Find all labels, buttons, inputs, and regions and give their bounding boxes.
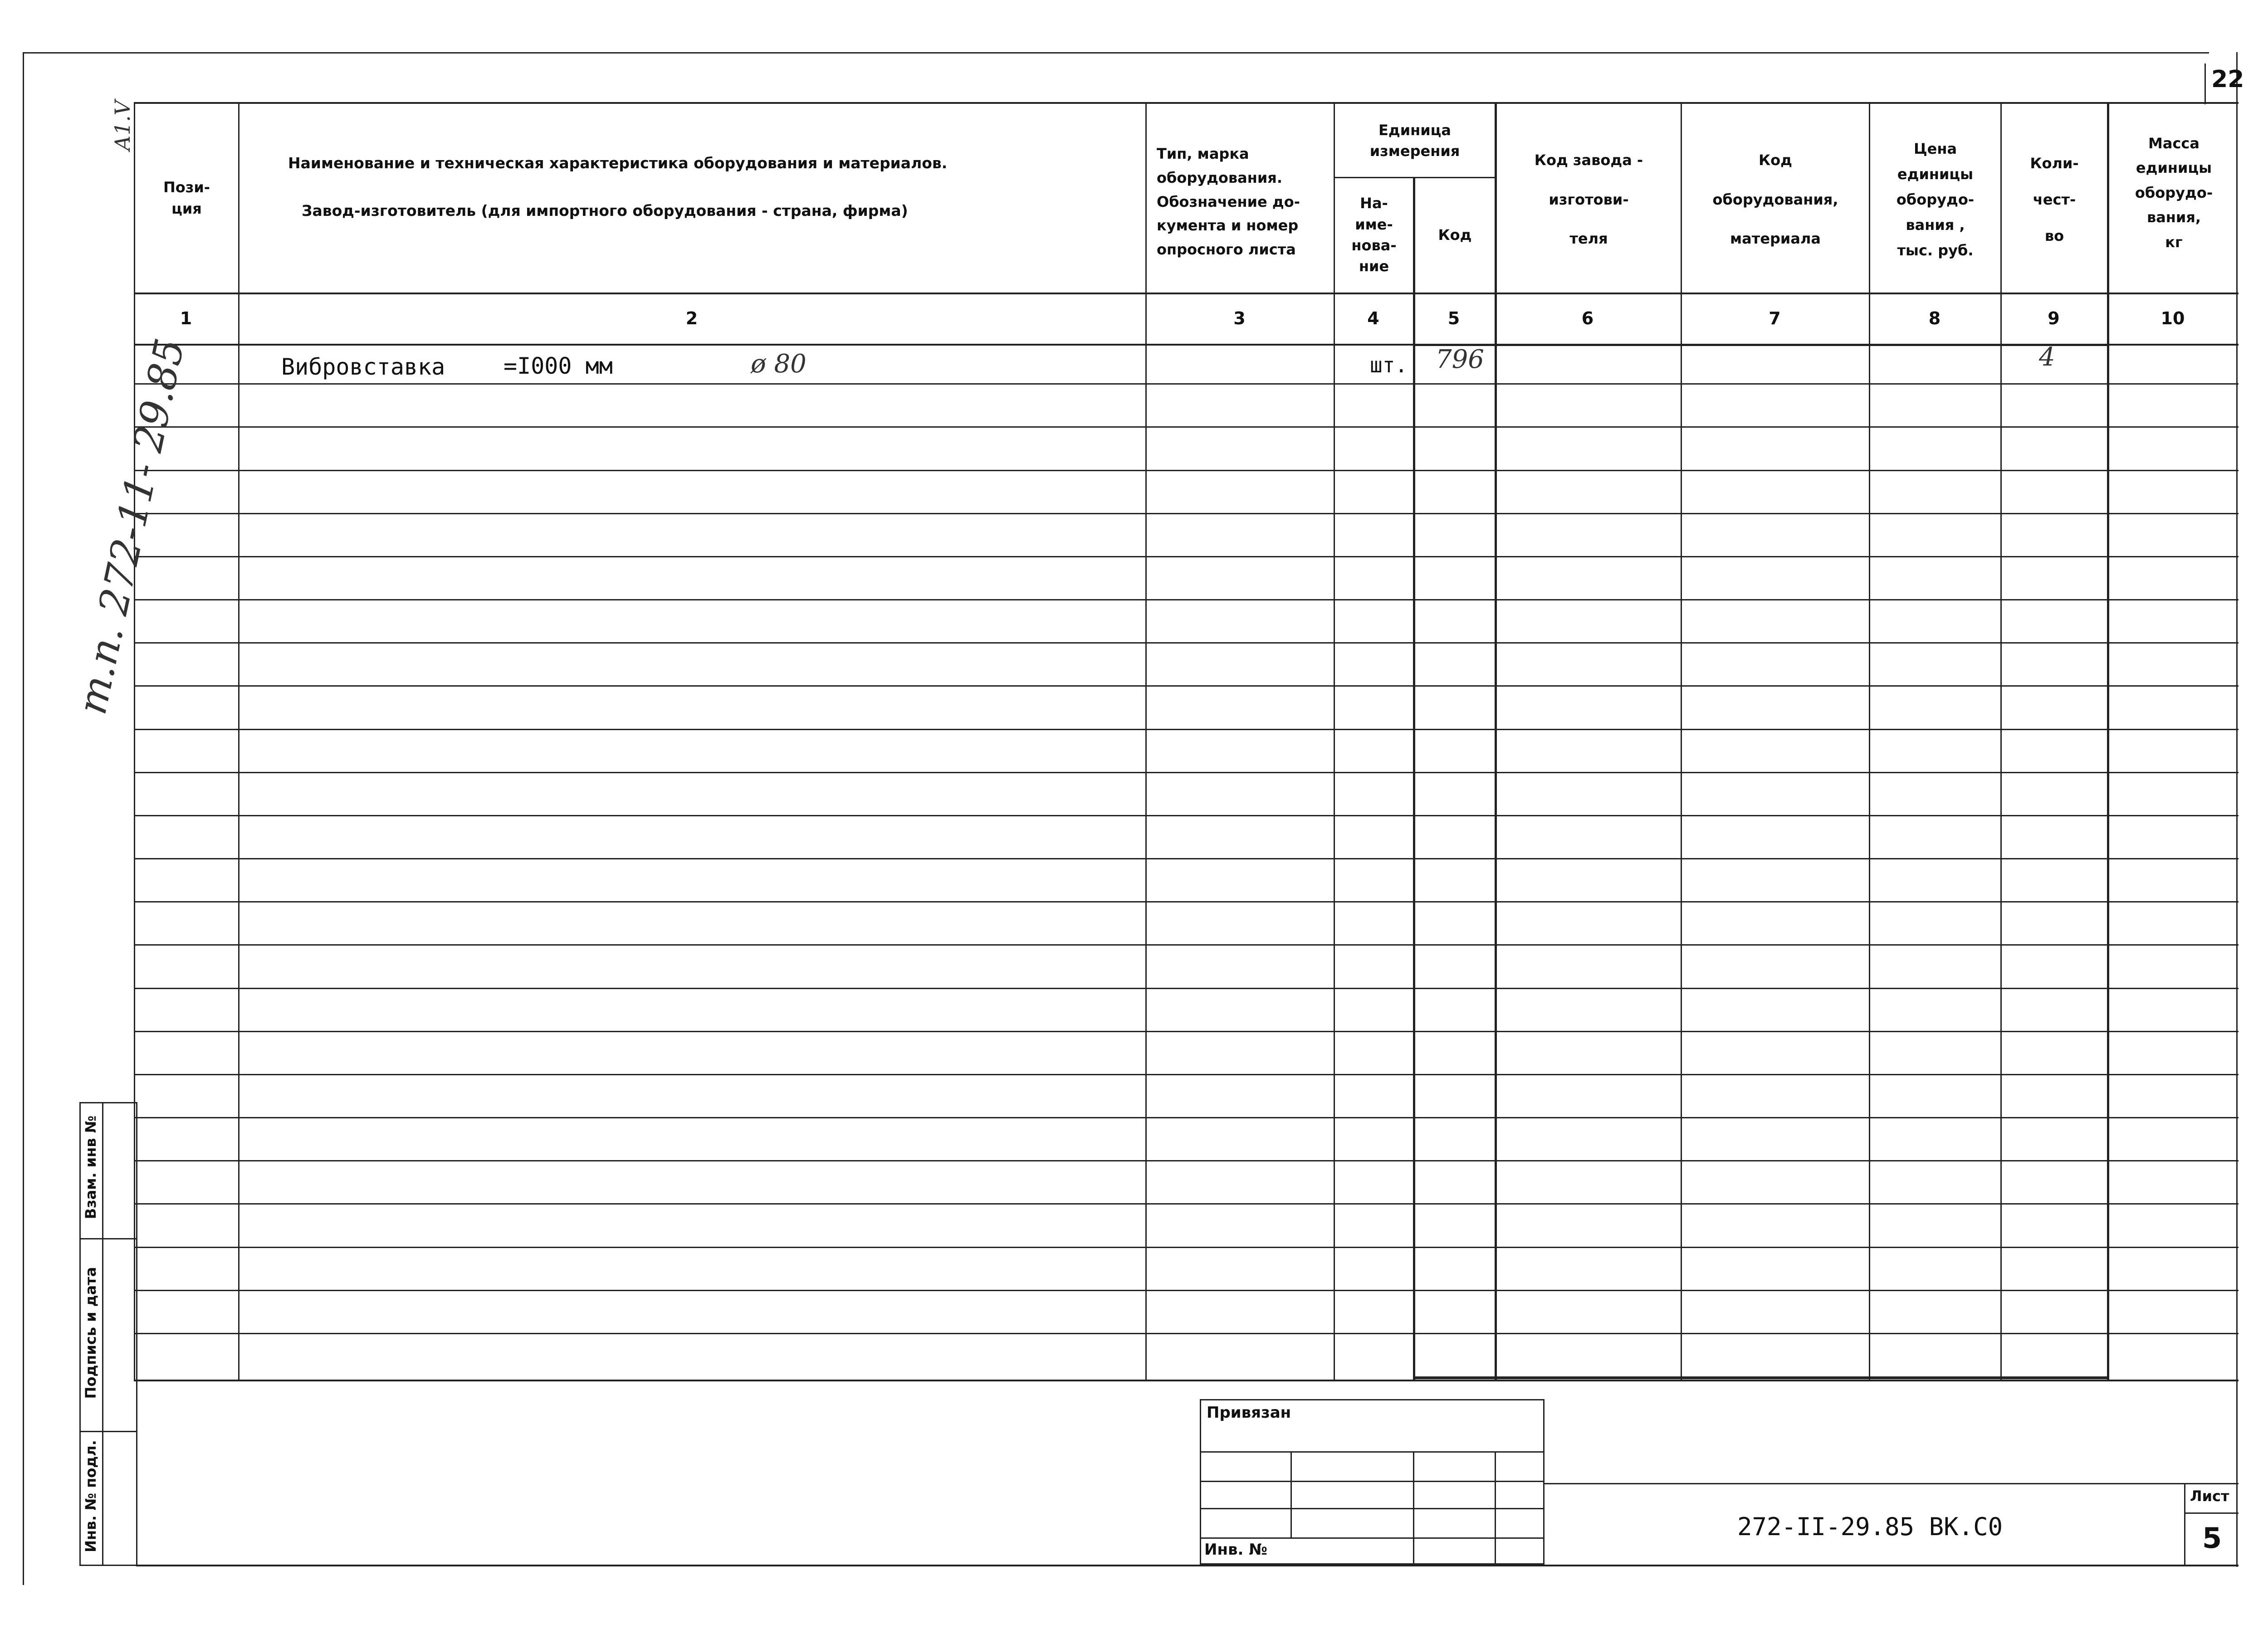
column-number-3: 3	[1233, 308, 1246, 328]
privyazan-col1	[1290, 1451, 1292, 1537]
header-name-line1: Наименование и техническая характеристика оборудования и материалов.	[288, 154, 948, 172]
table-row-line	[134, 1203, 2239, 1205]
table-row-line	[134, 772, 2239, 773]
header-factory-code: Код завода - изготови- теля	[1534, 151, 1643, 248]
table-row-line	[134, 858, 2239, 859]
list-box-left	[2184, 1483, 2185, 1565]
header-equip-code: Код оборудования, материала	[1712, 151, 1838, 248]
corner-number: 22	[2211, 66, 2244, 93]
table-row-line	[134, 1247, 2239, 1248]
row1-qty: 4	[2039, 342, 2055, 372]
privyazan-label: Привязан	[1207, 1404, 1291, 1422]
frame-left-line	[23, 52, 24, 1585]
handwritten-ref: т.п. 272-11- 29.85	[68, 334, 194, 718]
table-row-line	[134, 383, 2239, 385]
doc-code: 272-II-29.85 ВК.С0	[1737, 1512, 2003, 1541]
table-row-line	[134, 1160, 2239, 1161]
frame-top-line	[23, 52, 2209, 54]
table-row-line	[134, 1074, 2239, 1075]
inner-box-top	[1413, 344, 2109, 346]
column-number-9: 9	[2048, 308, 2060, 328]
column-number-10: 10	[2160, 308, 2185, 328]
header-mass: Масса единицы оборудо- вания, кг	[2135, 135, 2213, 251]
list-label: Лист	[2190, 1488, 2229, 1505]
table-row-line	[134, 1333, 2239, 1334]
margin-stamp-inner	[102, 1102, 103, 1565]
margin-stamp-right	[136, 1102, 137, 1565]
column-number-4: 4	[1367, 308, 1379, 328]
table-row-line	[134, 642, 2239, 644]
header-name-line2: Завод-изготовитель (для импортного оборудования - страна, фирма)	[302, 202, 908, 219]
inv-no-label: Инв. №	[1204, 1541, 1268, 1559]
header-unit-code: Код	[1438, 226, 1472, 244]
privyazan-line4	[1200, 1537, 1545, 1539]
column-number-7: 7	[1769, 308, 1781, 328]
margin-stamp-left	[79, 1102, 81, 1565]
privyazan-col2	[1413, 1451, 1414, 1565]
header-unit-name: На- име- нова- ние	[1351, 195, 1397, 275]
privyazan-line2	[1200, 1481, 1545, 1482]
row1-diameter: ø 80	[751, 349, 807, 379]
margin-inv-podl: Инв. № подл.	[82, 1440, 99, 1552]
margin-vzam-inv: Взам. инв №	[82, 1115, 99, 1219]
table-row-line	[134, 988, 2239, 989]
sheet-code: А1.V	[110, 100, 135, 151]
list-box-mid	[2184, 1512, 2239, 1514]
table-row-line	[134, 944, 2239, 946]
table-row-line	[134, 513, 2239, 514]
column-number-5: 5	[1447, 308, 1460, 328]
header-position: Пози- ция	[163, 179, 210, 217]
privyazan-line3	[1200, 1508, 1545, 1509]
header-price: Цена единицы оборудо- вания , тыс. руб.	[1896, 140, 1975, 259]
column-number-8: 8	[1928, 308, 1941, 328]
privyazan-line1	[1200, 1451, 1545, 1453]
column-number-2: 2	[685, 308, 698, 328]
table-top-line	[134, 102, 2239, 104]
table-row-line	[134, 470, 2239, 471]
table-row-line	[134, 901, 2239, 902]
row1-unit: шт.	[1370, 353, 1408, 377]
privyazan-col3	[1495, 1451, 1496, 1565]
column-number-1: 1	[180, 308, 192, 328]
margin-stamp-line2	[79, 1238, 136, 1239]
table-row-line	[134, 426, 2239, 428]
list-number: 5	[2202, 1522, 2222, 1555]
col-divider-5	[1413, 177, 1415, 1381]
header-qty: Коли- чест- во	[2030, 155, 2079, 244]
column-number-6: 6	[1581, 308, 1594, 328]
doc-code-top	[1545, 1483, 2239, 1484]
margin-podpis-data: Подпись и дата	[82, 1267, 99, 1399]
frame-bottom-line	[136, 1565, 2239, 1566]
table-row-line	[134, 599, 2239, 600]
corner-box-left	[2204, 63, 2206, 104]
table-bottom-line	[134, 1380, 2239, 1381]
header-type: Тип, марка оборудования. Обозначение до- кумента и номер опросного листа	[1157, 145, 1300, 259]
inner-box-bottom	[1413, 1376, 2109, 1379]
row1-code: 796	[1436, 345, 1484, 374]
table-row-line	[134, 556, 2239, 557]
header-unit: Единица измерения	[1369, 121, 1460, 160]
table-row-line	[134, 729, 2239, 730]
table-row-line	[134, 1117, 2239, 1118]
table-row-line	[134, 1031, 2239, 1032]
frame-right-line	[2236, 52, 2238, 1567]
table-row-line	[134, 685, 2239, 687]
table-row-line	[134, 1290, 2239, 1291]
row1-length: =I000 мм	[503, 353, 613, 379]
table-row-line	[134, 815, 2239, 816]
row1-name: Вибровставка	[281, 354, 445, 380]
